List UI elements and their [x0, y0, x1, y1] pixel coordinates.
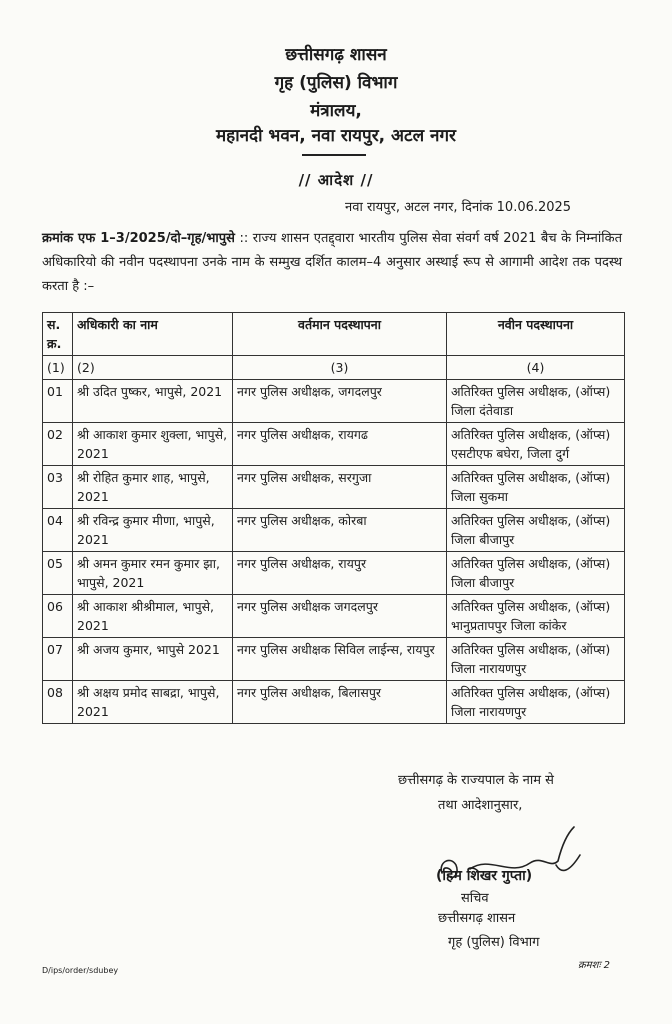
row-current-posting: नगर पुलिस अधीक्षक, जगदलपुर	[233, 380, 447, 423]
table-row	[43, 509, 625, 552]
colnum-3: (3)	[233, 356, 447, 380]
dateline: नवा रायपुर, अटल नगर, दिनांक 10.06.2025	[345, 200, 572, 215]
row-current-posting: नगर पुलिस अधीक्षक, बिलासपुर	[233, 681, 447, 724]
table-row	[43, 380, 625, 423]
row-current-posting: नगर पुलिस अधीक्षक, रायगढ	[233, 423, 447, 466]
col-header-new: नवीन पदस्थापना	[447, 313, 625, 356]
row-sno: 03	[43, 466, 73, 509]
col-header-sno: स. क्र.	[43, 313, 73, 356]
row-new-posting: अतिरिक्त पुलिस अधीक्षक, (ऑप्स) जिला नारायणपुर	[447, 681, 625, 724]
col-header-name: अधिकारी का नाम	[73, 313, 233, 356]
table-row	[43, 552, 625, 595]
header-divider	[302, 154, 366, 156]
row-sno: 01	[43, 380, 73, 423]
signatory-name: (हिम शिखर गुप्ता)	[436, 868, 533, 884]
header-address: महानदी भवन, नवा रायपुर, अटल नगर	[216, 126, 456, 146]
header-department: गृह (पुलिस) विभाग	[274, 73, 398, 93]
table-row	[43, 638, 625, 681]
row-new-posting: अतिरिक्त पुलिस अधीक्षक, (ऑप्स) जिला दंतेवाडा	[447, 380, 625, 423]
row-name: श्री आकाश श्रीश्रीमाल, भापुसे, 2021	[73, 595, 233, 638]
table-header-row	[43, 313, 625, 356]
signatory-department: गृह (पुलिस) विभाग	[448, 935, 540, 950]
intro-paragraph	[42, 227, 622, 299]
header-government: छत्तीसगढ़ शासन	[285, 45, 387, 65]
colnum-4: (4)	[447, 356, 625, 380]
row-new-posting: अतिरिक्त पुलिस अधीक्षक, (ऑप्स) जिला नारायणपुर	[447, 638, 625, 681]
row-name: श्री रविन्द्र कुमार मीणा, भापुसे, 2021	[73, 509, 233, 552]
row-name: श्री अजय कुमार, भापुसे 2021	[73, 638, 233, 681]
row-current-posting: नगर पुलिस अधीक्षक, सरगुजा	[233, 466, 447, 509]
row-current-posting: नगर पुलिस अधीक्षक सिविल लाईन्स, रायपुर	[233, 638, 447, 681]
row-sno: 07	[43, 638, 73, 681]
row-current-posting: नगर पुलिस अधीक्षक, रायपुर	[233, 552, 447, 595]
row-current-posting: नगर पुलिस अधीक्षक, कोरबा	[233, 509, 447, 552]
order-reference: क्रमांक एफ 1–3/2025/दो–गृह/भापुसे	[42, 231, 235, 246]
row-name: श्री रोहित कुमार शाह, भापुसे, 2021	[73, 466, 233, 509]
colnum-1: (1)	[43, 356, 73, 380]
row-name: श्री अक्षय प्रमोद साबद्रा, भापुसे, 2021	[73, 681, 233, 724]
table-row	[43, 681, 625, 724]
row-sno: 02	[43, 423, 73, 466]
row-new-posting: अतिरिक्त पुलिस अधीक्षक, (ऑप्स) एसटीएफ बघेरा, जिला दुर्ग	[447, 423, 625, 466]
row-sno: 05	[43, 552, 73, 595]
header-ministry: मंत्रालय,	[310, 101, 362, 121]
row-new-posting: अतिरिक्त पुलिस अधीक्षक, (ऑप्स) जिला सुकमा	[447, 466, 625, 509]
continued-marker: क्रमशः 2	[578, 960, 611, 971]
row-sno: 08	[43, 681, 73, 724]
order-title: // आदेश //	[298, 171, 374, 189]
table-colnum-row	[43, 356, 625, 380]
row-new-posting: अतिरिक्त पुलिस अधीक्षक, (ऑप्स) जिला बीजापुर	[447, 552, 625, 595]
row-new-posting: अतिरिक्त पुलिस अधीक्षक, (ऑप्स) जिला बीजापुर	[447, 509, 625, 552]
footer-file-path: D/ips/order/sdubey	[42, 966, 119, 975]
colnum-2: (2)	[73, 356, 233, 380]
table-row	[43, 466, 625, 509]
row-sno: 04	[43, 509, 73, 552]
row-new-posting: अतिरिक्त पुलिस अधीक्षक, (ऑप्स) भानुप्रतापपुर जिला कांकेर	[447, 595, 625, 638]
closing-line-2: तथा आदेशानुसार,	[438, 798, 523, 813]
row-sno: 06	[43, 595, 73, 638]
table-row	[43, 423, 625, 466]
signatory-government: छत्तीसगढ़ शासन	[438, 911, 516, 926]
table-row	[43, 595, 625, 638]
row-name: श्री अमन कुमार रमन कुमार झा, भापुसे, 2021	[73, 552, 233, 595]
row-current-posting: नगर पुलिस अधीक्षक जगदलपुर	[233, 595, 447, 638]
row-name: श्री उदित पुष्कर, भापुसे, 2021	[73, 380, 233, 423]
signatory-designation: सचिव	[461, 891, 489, 906]
intro-text: :: राज्य शासन एतद्द्वारा भारतीय पुलिस सेवा संवर्ग वर्ष 2021 बैच के निम्नांकित अधिकारियो की नवीन पदस्थापना उनके नाम के सम्मुख दर्शित कालम–4 अनुसार अस्थाई रूप से आगामी आदेश तक पदस्थ करता है :–	[42, 231, 622, 294]
closing-line-1: छत्तीसगढ़ के राज्यपाल के नाम से	[398, 773, 554, 788]
postings-table	[42, 312, 625, 724]
row-name: श्री आकाश कुमार शुक्ला, भापुसे, 2021	[73, 423, 233, 466]
col-header-current: वर्तमान पदस्थापना	[233, 313, 447, 356]
